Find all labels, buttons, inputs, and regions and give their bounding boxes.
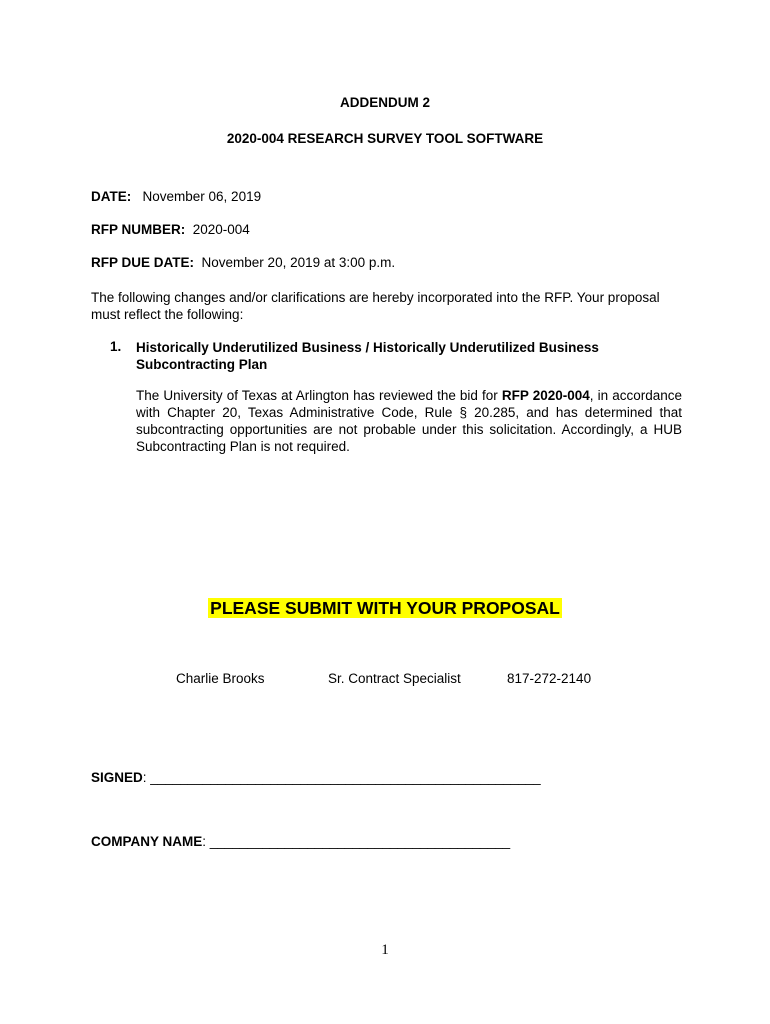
rfp-due-date-field	[91, 255, 395, 270]
contact-name: Charlie Brooks	[176, 671, 265, 686]
signed-line: : ____________________________________________________	[142, 770, 541, 785]
submit-notice	[0, 598, 770, 619]
item-body-pre: The University of Texas at Arlington has reviewed the bid for	[136, 388, 502, 403]
rfp-number-field	[91, 222, 250, 237]
date-label: DATE:	[91, 189, 132, 204]
company-name-line: : ________________________________________	[202, 834, 511, 849]
date-value: November 06, 2019	[142, 189, 262, 204]
page-number: 1	[381, 942, 389, 958]
company-name-label: COMPANY NAME	[91, 834, 203, 849]
intro-paragraph: The following changes and/or clarifications are hereby incorporated into the RFP. Your proposal must reflect the following:	[91, 290, 660, 322]
rfp-due-date-value: November 20, 2019 at 3:00 p.m.	[201, 255, 396, 270]
item-title: Historically Underutilized Business / Historically Underutilized Business Subcontracting Plan	[136, 340, 599, 372]
submit-notice-text: PLEASE SUBMIT WITH YOUR PROPOSAL	[210, 598, 560, 618]
rfp-due-date-label: RFP DUE DATE:	[91, 255, 195, 270]
date-field	[91, 189, 261, 204]
company-name-field	[91, 834, 510, 849]
addendum-heading: ADDENDUM 2	[339, 95, 430, 110]
rfp-number-value: 2020-004	[192, 222, 250, 237]
contact-role: Sr. Contract Specialist	[328, 671, 461, 686]
contact-phone: 817-272-2140	[507, 671, 592, 686]
item-body	[136, 387, 682, 455]
signed-label: SIGNED	[91, 770, 143, 785]
item-body-post: , in accordance with Chapter 20, Texas Administrative Code, Rule § 20.285, and has determined that subcontracting opportunities are not probable under this solicitation. Accordingly, a HUB Subcontracting Plan is not required.	[136, 388, 683, 454]
item-number: 1.	[110, 339, 122, 354]
rfp-number-label: RFP NUMBER:	[91, 222, 186, 237]
item-body-rfp-ref: RFP 2020-004	[501, 388, 590, 403]
signed-field	[91, 770, 541, 785]
project-title: 2020-004 RESEARCH SURVEY TOOL SOFTWARE	[226, 131, 544, 146]
